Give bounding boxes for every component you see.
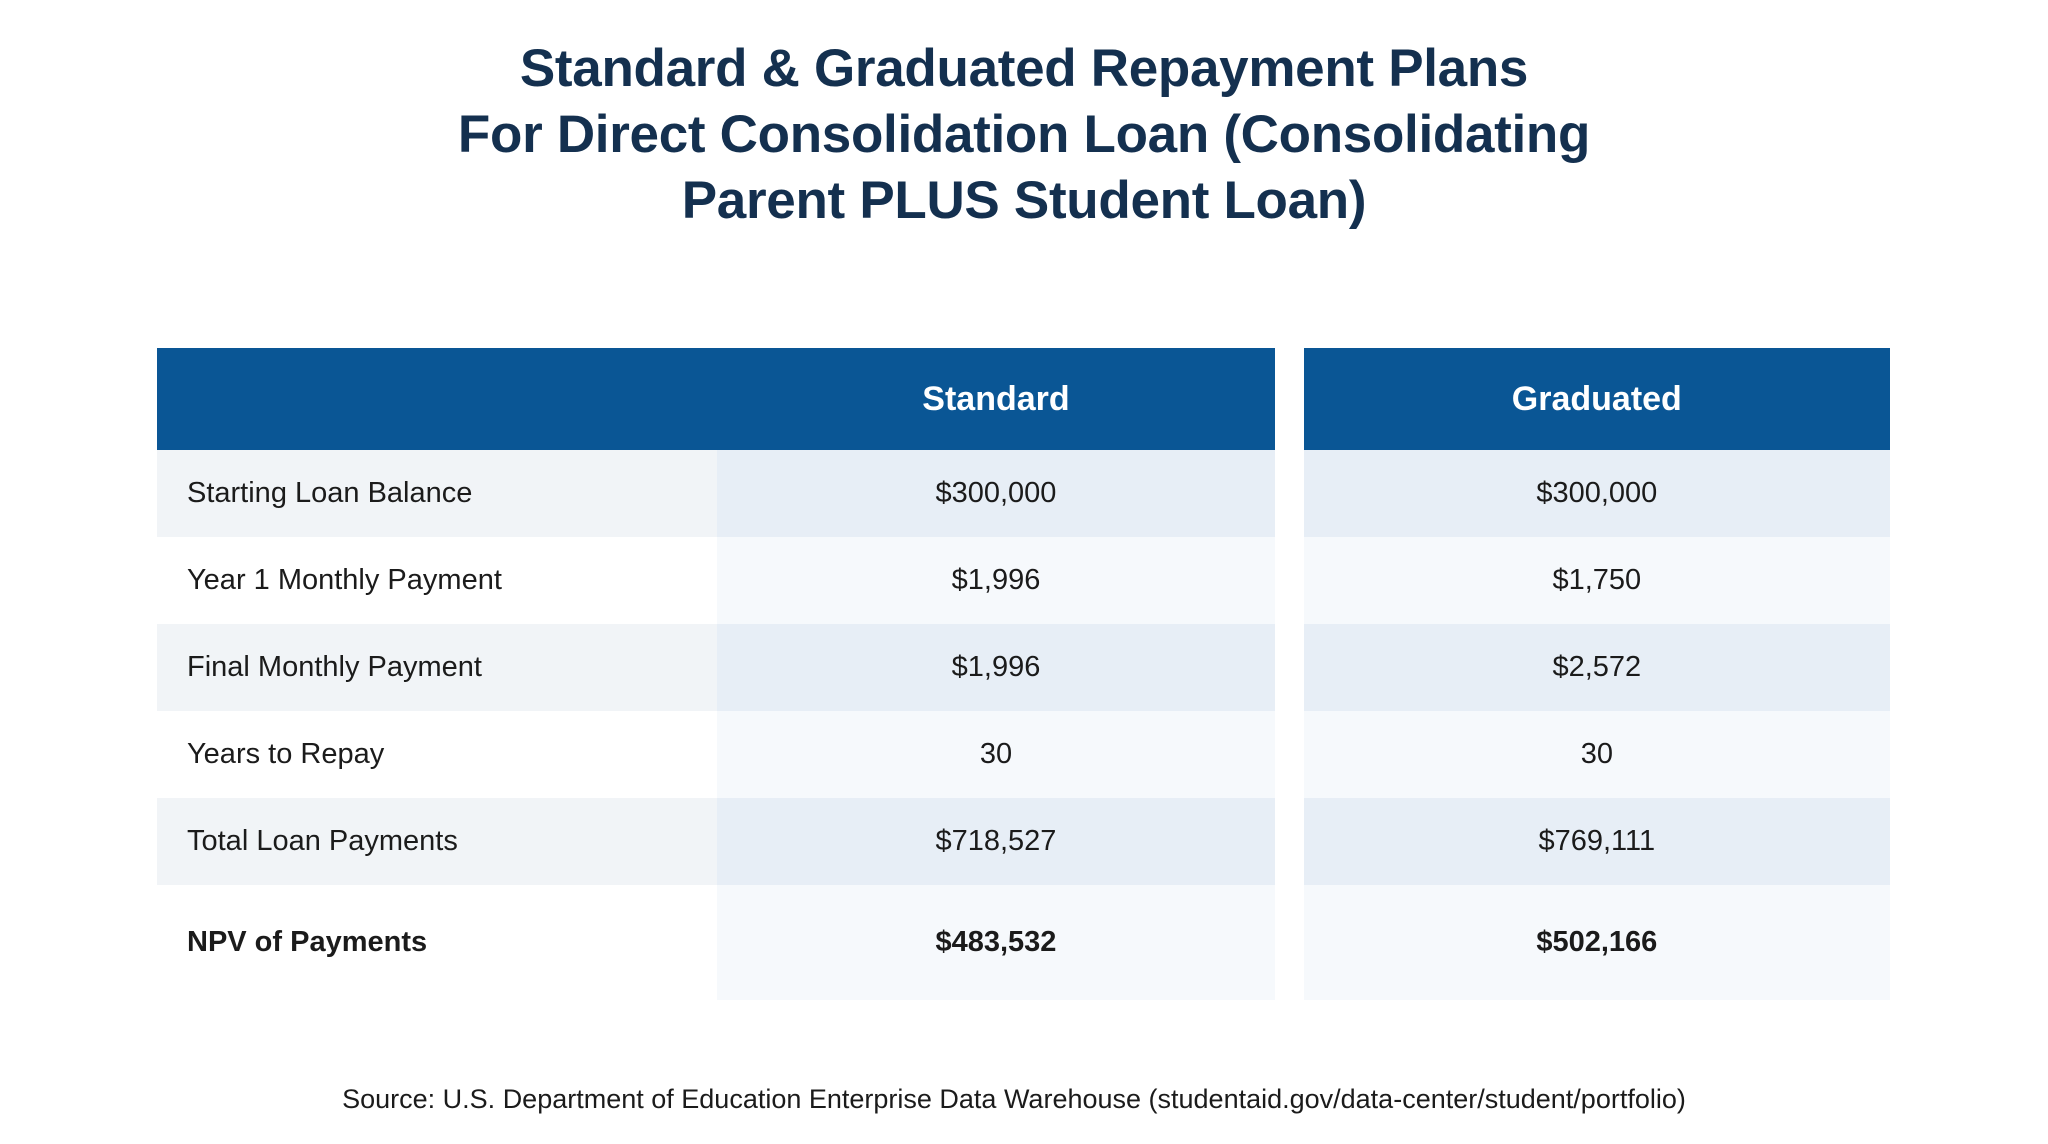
- row-label-total-loan-payments: Total Loan Payments: [157, 798, 717, 885]
- cell-graduated-years-to-repay: 30: [1304, 711, 1890, 798]
- row-label-years-to-repay: Years to Repay: [157, 711, 717, 798]
- row-label-npv-of-payments: NPV of Payments: [157, 885, 717, 1000]
- cell-graduated-starting-loan-balance: $300,000: [1304, 450, 1890, 537]
- source-note: Source: U.S. Department of Education Enterprise Data Warehouse (studentaid.gov/data-center/student/portfolio): [342, 1084, 1686, 1114]
- column-header-standard: Standard: [717, 348, 1303, 450]
- row-label-final-monthly-payment: Final Monthly Payment: [157, 624, 717, 711]
- row-label-year-1-monthly-payment: Year 1 Monthly Payment: [157, 537, 717, 624]
- page-title-line-1: Standard & Graduated Repayment Plans: [519, 39, 1529, 98]
- table-row: [157, 885, 1890, 1000]
- column-header-graduated: Graduated: [1304, 348, 1890, 450]
- cell-standard-final-monthly-payment: $1,996: [717, 624, 1303, 711]
- table-header-row: [157, 348, 1890, 450]
- cell-standard-npv-of-payments: $483,532: [717, 885, 1303, 1000]
- table-row: [157, 798, 1890, 885]
- table-row: [157, 450, 1890, 537]
- repayment-comparison-table: [157, 348, 1890, 1000]
- cell-standard-starting-loan-balance: $300,000: [717, 450, 1303, 537]
- page-title-line-3: Parent PLUS Student Loan): [681, 171, 1367, 230]
- cell-standard-years-to-repay: 30: [717, 711, 1303, 798]
- table-body: [157, 450, 1890, 1000]
- table-row: [157, 711, 1890, 798]
- cell-graduated-npv-of-payments: $502,166: [1304, 885, 1890, 1000]
- cell-standard-year-1-monthly-payment: $1,996: [717, 537, 1303, 624]
- table-row: [157, 537, 1890, 624]
- table-row: [157, 624, 1890, 711]
- cell-graduated-year-1-monthly-payment: $1,750: [1304, 537, 1890, 624]
- table-header: [157, 348, 1890, 450]
- page-title: [0, 36, 2048, 234]
- column-header-metric: [157, 348, 717, 450]
- cell-graduated-total-loan-payments: $769,111: [1304, 798, 1890, 885]
- row-label-starting-loan-balance: Starting Loan Balance: [157, 450, 717, 537]
- cell-graduated-final-monthly-payment: $2,572: [1304, 624, 1890, 711]
- page-title-line-2: For Direct Consolidation Loan (Consolidating: [457, 105, 1591, 164]
- cell-standard-total-loan-payments: $718,527: [717, 798, 1303, 885]
